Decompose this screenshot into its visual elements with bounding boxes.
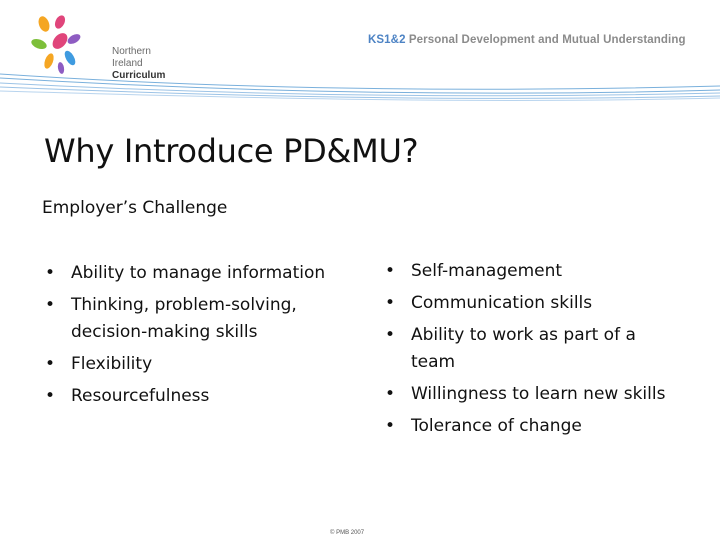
list-item: • Thinking, problem-solving, decision-making skills bbox=[43, 292, 343, 346]
header-swoosh-divider bbox=[0, 60, 720, 105]
list-item: • Ability to manage information bbox=[43, 260, 343, 287]
list-item: • Communication skills bbox=[383, 290, 683, 317]
list-item: • Flexibility bbox=[43, 351, 343, 378]
list-item: • Self-management bbox=[383, 258, 683, 285]
left-bullet-list bbox=[43, 260, 343, 410]
list-item: • Willingness to learn new skills bbox=[383, 381, 683, 408]
header-title bbox=[368, 34, 686, 46]
list-item: • Resourcefulness bbox=[43, 383, 343, 410]
copyright-footer: © PMB 2007 bbox=[330, 530, 365, 536]
header-title-accent: KS1&2 bbox=[368, 34, 406, 46]
logo-line-2: Curriculum bbox=[112, 70, 166, 81]
header-title-rest: Personal Development and Mutual Understanding bbox=[408, 34, 686, 46]
list-item: • Tolerance of change bbox=[383, 413, 683, 440]
slide-title: Why Introduce PD&MU? bbox=[44, 132, 419, 170]
right-bullet-list bbox=[383, 258, 683, 440]
list-item: • Ability to work as part of a team bbox=[383, 322, 683, 376]
logo-line-1: Northern Ireland bbox=[112, 46, 151, 69]
slide-subtitle: Employer’s Challenge bbox=[42, 198, 228, 218]
